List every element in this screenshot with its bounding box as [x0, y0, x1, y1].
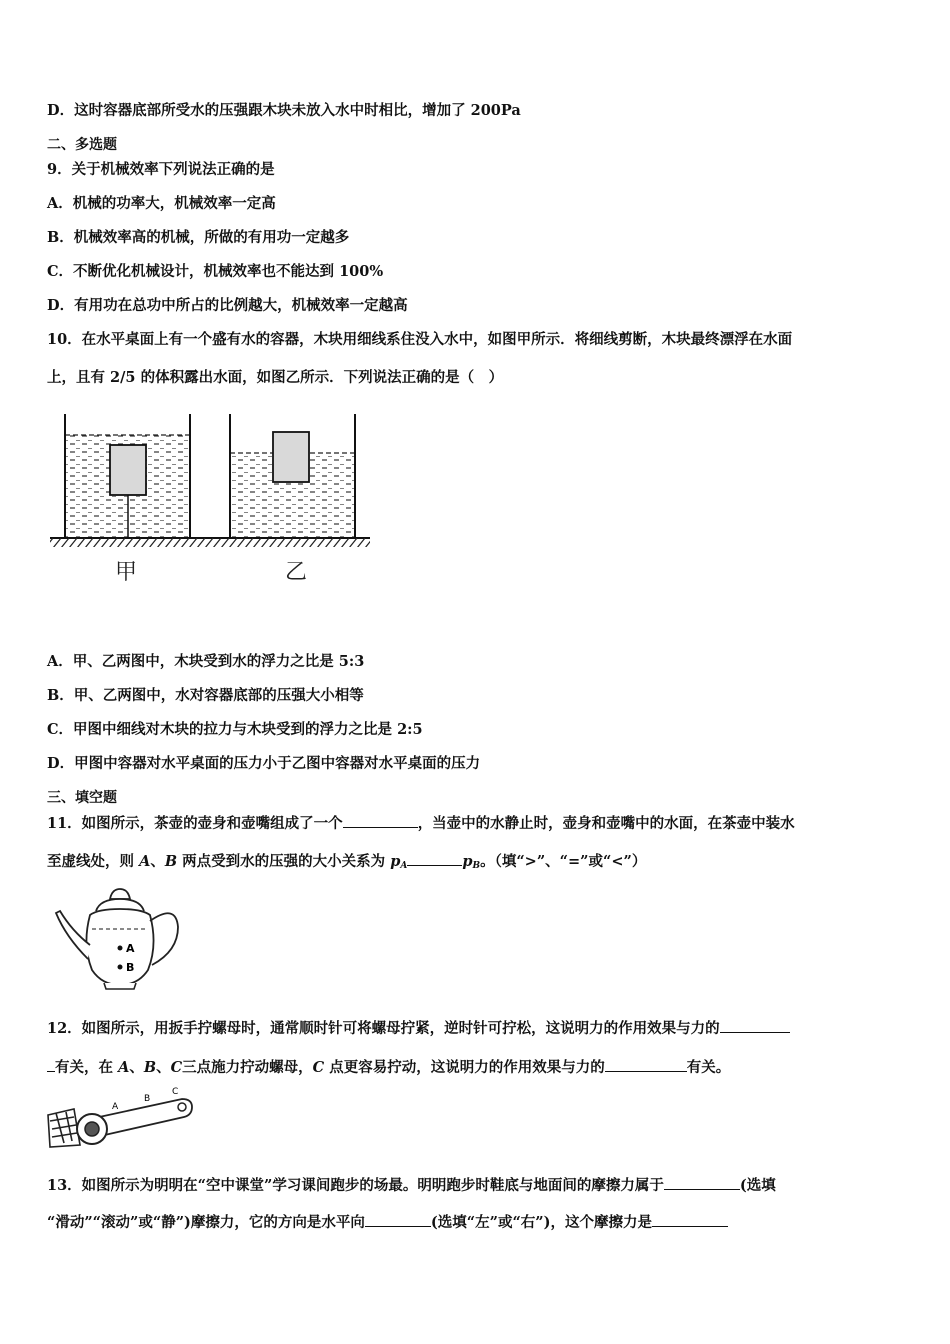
q13-text-d: (选填“左”或“右”)，这个摩擦力是	[430, 1214, 652, 1231]
pot-label-a: A	[126, 942, 135, 955]
q13-blank-3[interactable]	[652, 1212, 728, 1227]
q12-line2	[47, 1057, 730, 1078]
q10-option-a: A．甲、乙两图中，木块受到水的浮力之比是 5:3	[47, 653, 365, 670]
q12-text-c: 三点施力拧动螺母，	[182, 1059, 313, 1076]
q13-text-a: 13．如图所示为明明在“空中课堂”学习课间跑步的场最。明明跑步时鞋底与地面间的摩擦力属于	[47, 1177, 664, 1194]
point-a-dot	[118, 946, 123, 951]
q9-option-d: D．有用功在总功中所占的比例越大，机械效率一定越高	[47, 297, 408, 314]
q12-sep-1: 、	[129, 1059, 144, 1076]
q10-option-b: B．甲、乙两图中，水对容器底部的压强大小相等	[47, 687, 364, 704]
q12-blank-2[interactable]	[605, 1057, 687, 1072]
q11-text-e: 。（填“>”、“=”或“<”）	[480, 853, 647, 870]
q11-p-a: p	[390, 853, 401, 870]
q9-option-c: C．不断优化机械设计，机械效率也不能达到 100%	[47, 263, 384, 280]
q13-line2	[47, 1212, 728, 1233]
q11-blank-2[interactable]	[407, 851, 462, 866]
q11-sub-a: A	[400, 861, 408, 871]
q12-blank-1[interactable]	[720, 1018, 790, 1033]
q13-blank-1[interactable]	[664, 1175, 740, 1190]
q11-var-b: B	[164, 853, 178, 870]
q8-option-d: D．这时容器底部所受水的压强跟木块未放入水中时相比，增加了 200Pa	[47, 102, 521, 119]
wrench-label-a: A	[112, 1102, 119, 1112]
q9-option-b: B．机械效率高的机械，所做的有用功一定越多	[47, 229, 350, 246]
q13-blank-2[interactable]	[365, 1212, 431, 1227]
q12-text-b: 有关，在	[55, 1059, 119, 1076]
section-title-multiple-choice: 二、多选题	[47, 137, 117, 153]
fig-label-yi: 乙	[285, 560, 308, 585]
q11-text-d: 两点受到水的压强的大小关系为	[177, 853, 391, 870]
q10-stem-line1: 10．在水平桌面上有一个盛有水的容器，木块用细线系住没入水中，如图甲所示．将细线剪断，木块最终漂浮在水面	[47, 331, 793, 348]
wrench-figure	[44, 1085, 194, 1155]
q12-sep-2: 、	[156, 1059, 171, 1076]
q13-line1	[47, 1175, 776, 1196]
q11-p-b: p	[462, 853, 473, 870]
q11-line2	[47, 851, 646, 876]
q11-text-c: 至虚线处，则	[47, 853, 140, 870]
wrench-label-c: C	[172, 1087, 179, 1097]
q12-line1	[47, 1018, 790, 1039]
q12-text-a: 12．如图所示，用扳手拧螺母时，通常顺时针可将螺母拧紧，逆时针可拧松，这说明力的作用效果与力的	[47, 1020, 720, 1037]
q9-option-a: A．机械的功率大，机械效率一定高	[47, 195, 276, 212]
fig-label-jia: 甲	[115, 560, 138, 585]
q9-stem: 9．关于机械效率下列说法正确的是	[47, 161, 275, 178]
q12-pt-c: C	[170, 1059, 183, 1076]
q12-blank-1-cont[interactable]	[47, 1057, 55, 1072]
q11-sep: 、	[150, 853, 165, 870]
q12-pt-c-2: C	[312, 1059, 325, 1076]
q10-stem-line2: 上，且有 2/5 的体积露出水面，如图乙所示．下列说法正确的是（ ）	[47, 369, 504, 386]
point-b-dot	[118, 965, 123, 970]
q10-container-figure	[45, 408, 375, 558]
q13-text-b: (选填	[739, 1177, 776, 1194]
container-jia	[65, 414, 190, 538]
q10-option-d: D．甲图中容器对水平桌面的压力小于乙图中容器对水平桌面的压力	[47, 755, 481, 772]
section-title-fill-blank: 三、填空题	[47, 790, 117, 806]
pot-label-b: B	[126, 961, 135, 974]
q11-blank-1[interactable]	[343, 813, 418, 828]
q11-sub-b: B	[472, 861, 481, 871]
teapot-figure	[52, 885, 187, 995]
q11-var-a: A	[139, 853, 151, 870]
q12-text-e: 有关。	[686, 1059, 731, 1076]
q12-pt-b: B	[143, 1059, 157, 1076]
q13-text-c: “滑动”“滚动”或“静”)摩擦力，它的方向是水平向	[47, 1214, 365, 1231]
q11-text-b: ，当壶中的水静止时，壶身和壶嘴中的水面，在茶壶中装水	[417, 815, 795, 832]
q10-option-c: C．甲图中细线对木块的拉力与木块受到的浮力之比是 2:5	[47, 721, 423, 738]
q11-line1	[47, 813, 795, 834]
q12-text-d: 点更容易拧动，这说明力的作用效果与力的	[324, 1059, 605, 1076]
q12-pt-a: A	[118, 1059, 130, 1076]
container-yi	[230, 414, 355, 538]
wrench-label-b: B	[144, 1094, 151, 1104]
q11-text-a: 11．如图所示，茶壶的壶身和壶嘴组成了一个	[47, 815, 343, 832]
